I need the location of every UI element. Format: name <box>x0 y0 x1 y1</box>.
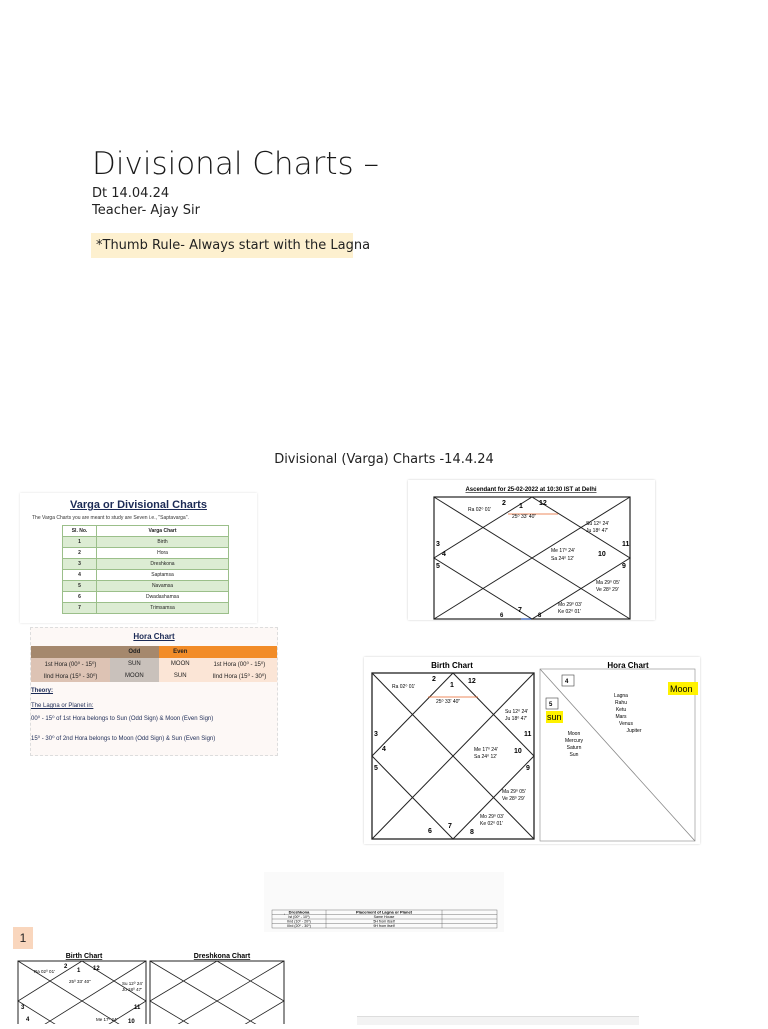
hora-list4-item: Ketu <box>615 707 627 713</box>
asc-ma: Ma 29⁰ 05' <box>596 580 620 586</box>
house-12: 12 <box>539 500 547 507</box>
bc-house-5: 5 <box>374 765 378 772</box>
hora-list4-item: Venus <box>619 721 633 727</box>
bc-house-9: 9 <box>526 765 530 772</box>
house-2: 2 <box>502 500 506 507</box>
asc-ju: Ju 18⁰ 47' <box>586 528 609 534</box>
hora-cell: SUN <box>159 670 202 682</box>
house-7: 7 <box>518 607 522 614</box>
asc-ke: Ke 02⁰ 01' <box>558 609 581 615</box>
bc-sa: Sa 24⁰ 12' <box>474 754 497 760</box>
table-row <box>31 670 277 682</box>
row-no: 2 <box>63 548 97 559</box>
section-title: Divisional (Varga) Charts -14.4.24 <box>274 452 494 467</box>
hora-table <box>31 646 277 682</box>
bc-house-6: 6 <box>428 828 432 835</box>
table-row <box>63 548 229 559</box>
birth-title: Birth Chart <box>431 661 473 670</box>
bc-house-10: 10 <box>514 748 522 755</box>
table-row <box>63 592 229 603</box>
hora-theory: Theory: <box>31 688 54 694</box>
house-3: 3 <box>436 541 440 548</box>
hora-line1: 00⁰ - 15⁰ of 1st Hora belongs to Sun (Odd Sign) & Moon (Even Sign) <box>31 716 214 722</box>
bottom-charts-svg <box>14 949 296 1024</box>
row-no: 4 <box>63 570 97 581</box>
varga-table <box>62 525 229 614</box>
asc-mo: Mo 29⁰ 03' <box>558 602 582 608</box>
hora-cell: SUN <box>110 658 159 670</box>
hora-list5-item: Sun <box>569 752 579 758</box>
house-11: 11 <box>622 541 630 548</box>
dres-cell: 5H from itself <box>373 919 395 924</box>
hora-cell: IInd Hora (15⁰ - 30⁰) <box>31 670 110 682</box>
varga-title: Varga or Divisional Charts <box>70 499 207 511</box>
row-no: 1 <box>63 537 97 548</box>
bc-house-4: 4 <box>382 746 386 753</box>
moon-label: Moon <box>670 684 693 694</box>
bc-me: Me 17⁰ 24' <box>474 747 498 753</box>
table-row <box>63 537 229 548</box>
hora-cell: 1st Hora (00⁰ - 15⁰) <box>31 658 110 670</box>
house-8: 8 <box>538 613 542 619</box>
bottom-house: 12 <box>93 966 100 972</box>
bottom-house: 11 <box>134 1005 141 1011</box>
hora-list5-item: Saturn <box>566 745 582 751</box>
house-9: 9 <box>622 563 626 570</box>
dres-dot: • <box>284 912 286 916</box>
row-chart: Hora <box>97 548 229 559</box>
varga-intro: The Varga Charts you are meant to study are Seven i.e., "Saptavarga". <box>32 515 189 521</box>
bottom-lagna: 25⁰ 33' 40" <box>69 979 91 984</box>
hora-list5-item: Moon <box>567 731 581 737</box>
col-chart: Varga Chart <box>97 526 229 537</box>
asc-ra: Ra 02⁰ 01' <box>468 507 492 513</box>
asc-title: Ascendant for 25-02-2022 at 10:30 IST at Delhi <box>465 487 597 493</box>
table-row <box>63 581 229 592</box>
hora-cell: IInd Hora (15⁰ - 30⁰) <box>202 670 277 682</box>
bottom-house: 1 <box>77 968 81 974</box>
house-1: 1 <box>519 503 523 510</box>
bottom-me: Me 17⁰ 24' <box>96 1017 118 1022</box>
ascendant-chart <box>408 480 655 620</box>
dres-col1: Dreshkona <box>288 909 310 915</box>
dres-cell: Same House <box>373 915 395 919</box>
slide-number-badge: 1 <box>13 927 33 949</box>
bottom-ra: Ra 02⁰ 01' <box>34 969 55 974</box>
hora-cell: MOON <box>110 670 159 682</box>
bottom-house: 10 <box>128 1019 135 1024</box>
bc-ra: Ra 02⁰ 01' <box>392 684 416 690</box>
row-chart: Trimsamsa <box>97 603 229 614</box>
bc-mo: Mo 29⁰ 03' <box>480 814 504 820</box>
bc-house-8: 8 <box>470 829 474 836</box>
row-no: 7 <box>63 603 97 614</box>
hora-list5-item: Mercury <box>564 738 584 744</box>
house-5: 5 <box>436 563 440 570</box>
dres-cell: IIIrd (20⁰ - 30⁰) <box>287 924 311 928</box>
bottom-ju: Ju 18⁰ 47' <box>122 987 142 992</box>
birth-hora-svg <box>364 657 700 844</box>
bc-house-3: 3 <box>374 731 378 738</box>
hora-odd: Odd <box>110 646 159 658</box>
row-no: 5 <box>63 581 97 592</box>
hora-list4-item: Rahu <box>615 700 627 706</box>
bc-ve: Ve 28⁰ 29' <box>502 796 525 802</box>
bc-ma: Ma 29⁰ 05' <box>502 789 526 795</box>
ascendant-chart-svg <box>408 480 655 620</box>
asc-su: Su 12⁰ 24' <box>586 521 609 527</box>
asc-ve: Ve 28⁰ 29' <box>596 587 619 593</box>
hora-cell: MOON <box>159 658 202 670</box>
bottom-charts <box>14 949 296 1024</box>
row-chart: Saptamsa <box>97 570 229 581</box>
row-no: 3 <box>63 559 97 570</box>
table-row <box>63 559 229 570</box>
row-chart: Birth <box>97 537 229 548</box>
bottom-house: 4 <box>26 1017 30 1023</box>
bc-house-12: 12 <box>468 678 476 685</box>
hora-head-blank2 <box>202 646 277 658</box>
dres-col2: Placement of Lagna or Planet <box>355 909 413 915</box>
bc-house-11: 11 <box>524 731 532 738</box>
bottom-birth-title: Birth Chart <box>65 953 103 960</box>
bc-ju: Ju 18⁰ 47' <box>505 716 528 722</box>
row-no: 6 <box>63 592 97 603</box>
table-row <box>31 658 277 670</box>
hora-title: Hora Chart <box>133 632 175 641</box>
table-row <box>63 570 229 581</box>
hora-chart-panel <box>30 627 278 756</box>
asc-sa: Sa 24⁰ 12' <box>551 556 574 562</box>
bc-house-7: 7 <box>448 823 452 830</box>
hora-even: Even <box>159 646 202 658</box>
date-line: Dt 14.04.24 <box>92 186 170 201</box>
bottom-house: 3 <box>21 1005 25 1011</box>
hora-head-blank <box>31 646 110 658</box>
teacher-line: Teacher- Ajay Sir <box>92 203 200 218</box>
house-4: 4 <box>442 551 446 558</box>
bc-house-2: 2 <box>432 676 436 683</box>
hora-chart-title: Hora Chart <box>607 661 649 670</box>
bc-ke: Ke 02⁰ 01' <box>480 821 503 827</box>
birth-hora-chart <box>364 657 700 844</box>
bc-lagna: 25⁰ 33' 40" <box>436 699 461 705</box>
bottom-house: 2 <box>64 964 68 970</box>
hora-box-5: 5 <box>549 702 553 708</box>
col-no: Sl. No. <box>63 526 97 537</box>
page-title: Divisional Charts – <box>92 146 379 182</box>
asc-me: Me 17⁰ 24' <box>551 548 575 554</box>
thumb-rule-note: *Thumb Rule- Always start with the Lagna <box>91 233 353 258</box>
hora-cell: 1st Hora (00⁰ - 15⁰) <box>202 658 277 670</box>
bc-su: Su 12⁰ 24' <box>505 709 528 715</box>
hora-lagna: The Lagna or Planet in: <box>31 703 94 709</box>
hora-line2: 15⁰ - 30⁰ of 2nd Hora belongs to Moon (Odd Sign) & Sun (Even Sign) <box>31 736 216 742</box>
house-6: 6 <box>500 613 504 619</box>
bottom-su: Su 12⁰ 24' <box>122 981 143 986</box>
row-chart: Dreshkona <box>97 559 229 570</box>
dreshkona-svg <box>264 872 504 932</box>
dres-cell: IInd (10⁰ - 20⁰) <box>287 919 311 924</box>
sun-label: sun <box>547 712 562 722</box>
row-chart: Navamsa <box>97 581 229 592</box>
hora-list4-item: Mars <box>615 714 627 720</box>
row-chart: Dwadashamsa <box>97 592 229 603</box>
table-row <box>63 603 229 614</box>
bc-house-1: 1 <box>450 682 454 689</box>
hora-box-4: 4 <box>565 679 569 685</box>
dres-cell: 9H from itself <box>373 924 395 928</box>
dreshkona-panel <box>264 872 504 932</box>
house-10: 10 <box>598 551 606 558</box>
hora-list4-item: Jupiter <box>626 728 642 734</box>
asc-lagna: 25⁰ 33' 40" <box>512 514 537 520</box>
hora-list4-item: Lagna <box>614 693 628 699</box>
varga-table-panel <box>20 493 257 623</box>
bottom-dres-title: Dreshkona Chart <box>193 953 251 960</box>
dres-cell: Ist (00⁰ - 10⁰) <box>288 915 310 919</box>
